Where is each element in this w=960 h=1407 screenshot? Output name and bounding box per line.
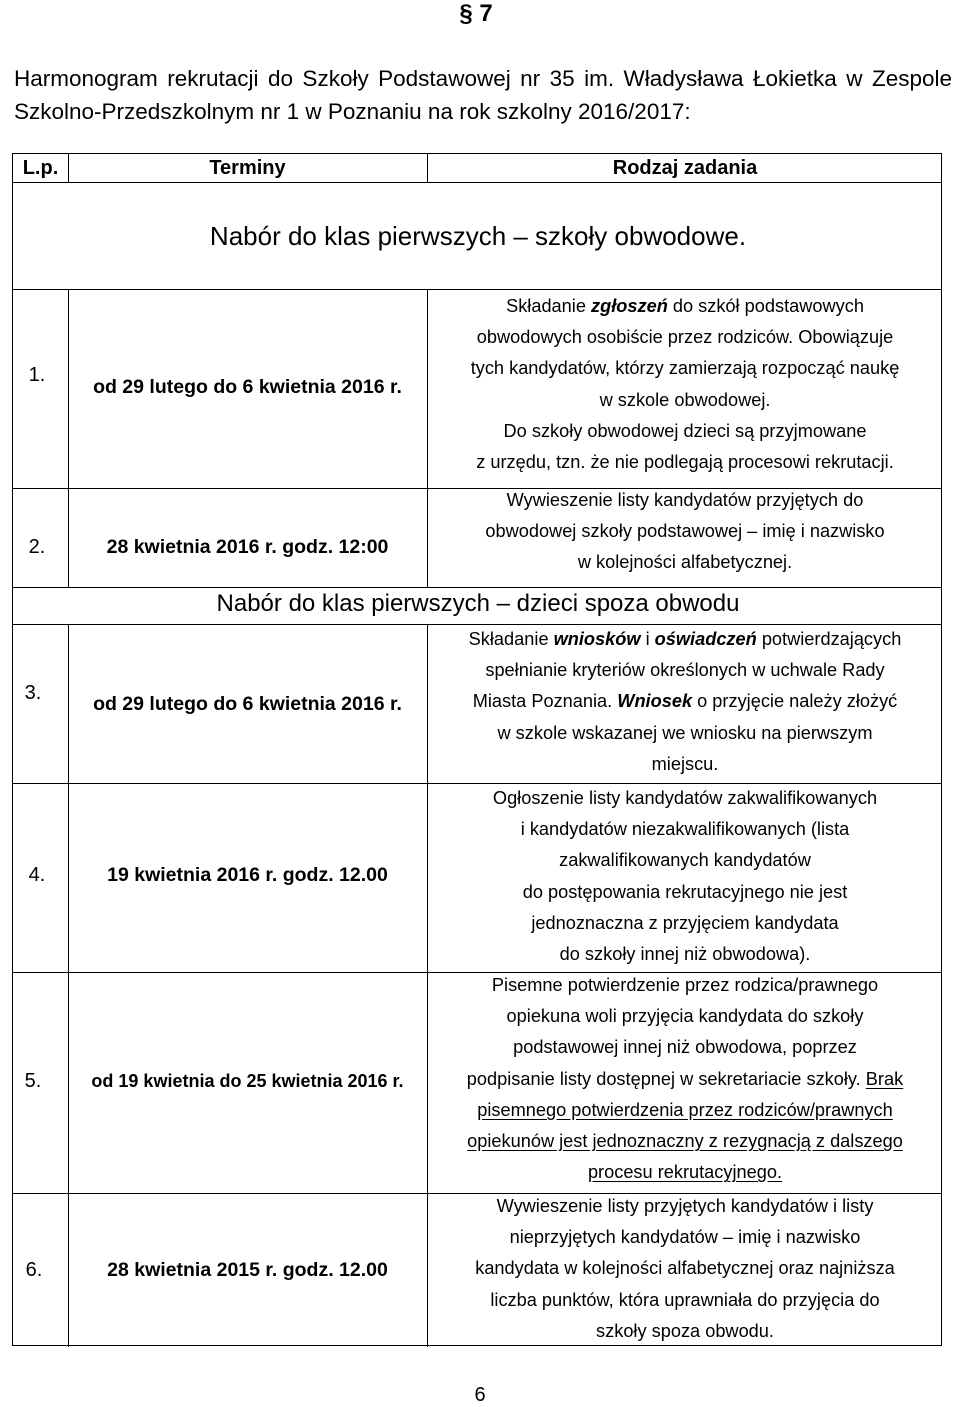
section1-divider [13, 289, 941, 290]
row6-lp: 6. [25, 1259, 43, 1281]
row6-term: 28 kwietnia 2015 r. godz. 12.00 [107, 1259, 388, 1281]
intro-paragraph: Harmonogram rekrutacji do Szkoły Podstawowej nr 35 im. Władysława Łokietka w Zespole Szkolno-Przedszkolnym nr 1 w Poznaniu na rok szkolny 2016/2017: [14, 66, 952, 124]
row6-task: Wywieszenie listy przyjętych kandydatów i listy nieprzyjętych kandydatów – imię i nazwisko kandydata w kolejności alfabetycznej oraz najniższa liczba punktów, która uprawniała do przyjęcia do szkoły spoza obwodu. [475, 1196, 895, 1341]
row4-task: Ogłoszenie listy kandydatów zakwalifikowanych i kandydatów niezakwalifikowanych (lista zakwalifikowanych kandydatów do postępowania rekrutacyjnego nie jest jednoznaczna z przyjęciem kandydata do szkoły innej niż obwodowa). [492, 788, 878, 965]
row3-lp: 3. [24, 682, 42, 704]
row5-lp: 5. [24, 1070, 42, 1092]
row4-term: 19 kwietnia 2016 r. godz. 12.00 [107, 864, 388, 886]
row5-term: od 19 kwietnia do 25 kwietnia 2016 r. [91, 1071, 404, 1091]
col1-divider-s2 [68, 624, 69, 1347]
row1-task: Składanie zgłoszeń do szkół podstawowych obwodowych osobiście przez rodziców. Obowiązuje tych kandydatów, którzy zamierzają rozpocząć naukę w szkole obwodowej. Do szkoły obwodowej dzieci są przyjmowane z urzędu, tzn. że nie podlegają procesowi rekrutacji. [470, 296, 900, 473]
page-number: 6 [474, 1384, 486, 1406]
header-lp: L.p. [22, 157, 59, 179]
row5-task: Pisemne potwierdzenie przez rodzica/prawnego opiekuna woli przyjęcia kandydata do szkoły podstawowej innej niż obwodowa, poprzez podpisanie listy dostępnej w sekretariacie szkoły. Brak pisemnego potwierdzenia przez rodziców/prawnych opiekunów jest jednoznaczny z rezygnacją z dalszego procesu rekrutacyjnego. [466, 975, 904, 1183]
row2-term: 28 kwietnia 2016 r. godz. 12:00 [106, 536, 389, 558]
row4-lp: 4. [28, 864, 46, 886]
recruitment-schedule-table [12, 153, 942, 1346]
header-divider [13, 182, 941, 183]
section-mark: § 7 [459, 0, 493, 27]
row1-term: od 29 lutego do 6 kwietnia 2016 r. [93, 376, 402, 398]
header-task: Rodzaj zadania [612, 157, 758, 179]
section1-title: Nabór do klas pierwszych – szkoły obwodowe. [209, 221, 747, 251]
section2-title: Nabór do klas pierwszych – dzieci spoza obwodu [216, 590, 740, 617]
row3-term: od 29 lutego do 6 kwietnia 2016 r. [93, 693, 402, 715]
row2-lp: 2. [28, 536, 46, 558]
row3-task: Składanie wniosków i oświadczeń potwierdzających spełnianie kryteriów określonych w uchwale Rady Miasta Poznania. Wniosek o przyjęcie należy złożyć w szkole wskazanej we wniosku na pierwszym miejscu. [468, 629, 902, 774]
header-terms: Terminy [209, 157, 286, 179]
row2-task: Wywieszenie listy kandydatów przyjętych do obwodowej szkoły podstawowej – imię i nazwisko w kolejności alfabetycznej. [485, 490, 885, 573]
row1-lp: 1. [28, 364, 46, 386]
